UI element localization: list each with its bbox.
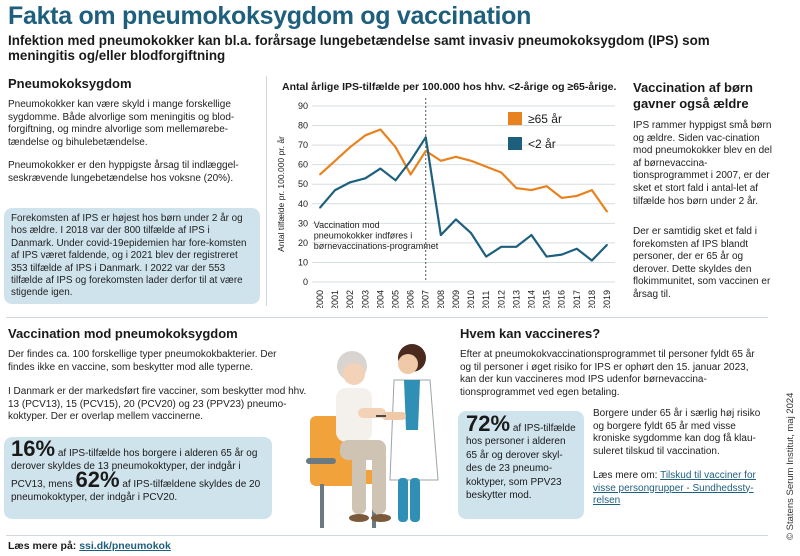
footer-prefix: Læs mere på: <box>8 540 77 552</box>
chart-title: Antal årlige IPS-tilfælde per 100.000 hos hhv. <2-årige og ≥65-årige. <box>282 81 617 93</box>
left-para-1: Pneumokokker kan være skyld i mange forskellige sygdomme. Både alvorlige som meningitis og blod-forgiftning, og mindre alvorlige som mellemørebe-tændelse og bihulebetændelse. <box>8 99 235 148</box>
series-point-1 <box>515 246 517 248</box>
series-point-1 <box>395 179 397 181</box>
series-point-0 <box>515 187 517 189</box>
y-tick-label: 30 <box>297 218 308 229</box>
series-point-0 <box>606 211 608 213</box>
y-tick-label: 20 <box>297 237 308 248</box>
page-title: Fakta om pneumokoksygdom og vaccination <box>8 2 532 30</box>
series-point-1 <box>319 207 321 209</box>
series-point-1 <box>425 136 427 138</box>
legend-swatch-0 <box>508 112 522 125</box>
y-tick-label: 80 <box>297 120 308 131</box>
series-line-0 <box>320 129 607 211</box>
series-point-1 <box>380 168 382 170</box>
vaccination-illustration <box>292 330 452 530</box>
x-tick-label: 2018 <box>586 289 597 308</box>
right-para-1: IPS rammer hyppigst små børn og ældre. Siden vac-cination mod pneumokokker blev en del af børnevaccina-tionsprogrammet i 2007, er der sket et stort fald i antal-let af tilfælde hos børn under 2 år. <box>633 120 772 207</box>
x-tick-label: 2001 <box>330 289 341 308</box>
y-tick-label: 90 <box>297 101 308 111</box>
y-axis-ticks <box>298 101 308 287</box>
footer-read-more <box>8 540 171 552</box>
tilskud-link[interactable]: Tilskud til vacciner for visse persongrupper - Sundhedssty-relsen <box>593 470 756 507</box>
series-point-1 <box>410 160 412 162</box>
series-point-1 <box>561 254 563 256</box>
series-point-1 <box>546 256 548 258</box>
series-point-0 <box>561 197 563 199</box>
copyright-credit: © Statens Serum Institut, maj 2024 <box>785 392 796 540</box>
x-tick-label: 2017 <box>571 289 582 308</box>
series-point-1 <box>364 177 366 179</box>
stat-16-text: af IPS-tilfælde hos borgere i alderen 65 år og derover skyldes de 13 pneumokoktyper, der indgår i PCV13, mens <box>11 448 258 490</box>
read-more-tilskud <box>593 470 771 508</box>
stat-72-percent: 72% <box>466 411 511 436</box>
nurse-vaccinating-patient-icon <box>292 330 452 530</box>
x-tick-label: 2004 <box>375 289 386 308</box>
series-point-1 <box>334 189 336 191</box>
divider-footer <box>6 535 768 536</box>
y-tick-label: 0 <box>302 277 308 287</box>
series-point-0 <box>334 160 336 162</box>
stat-72-text: af IPS-tilfælde hos personer i alderen 65 år og derover skyl-des de 23 pneumo-koktyper, som PPV23 beskytter mod. <box>466 423 576 502</box>
series-point-0 <box>319 174 321 176</box>
pcv-stats-box <box>4 437 272 519</box>
x-tick-label: 2013 <box>511 289 522 308</box>
x-tick-label: 2019 <box>602 289 612 308</box>
series-point-0 <box>546 185 548 187</box>
section-heading-vaccination-boern: Vaccination af børn gavner også ældre <box>633 80 753 111</box>
x-tick-label: 2003 <box>360 289 371 308</box>
series-point-1 <box>440 234 442 236</box>
y-tick-label: 10 <box>297 257 308 268</box>
series-point-1 <box>531 234 533 236</box>
x-tick-label: 2016 <box>556 289 567 308</box>
x-tick-label: 2014 <box>526 289 537 308</box>
bottom-left-para-1: Der findes ca. 100 forskellige typer pneumokokbakterier. Der findes ikke en vaccine, som beskytter mod alle typerne. <box>8 349 277 373</box>
stat-62-text: af IPS-tilfældene skyldes de 20 pneumokoktyper, der indgår i PCV20. <box>11 479 261 503</box>
series-point-1 <box>576 248 578 250</box>
series-point-0 <box>440 160 442 162</box>
series-point-0 <box>395 146 397 148</box>
series-point-1 <box>455 219 457 221</box>
series-point-0 <box>485 166 487 168</box>
series-point-0 <box>380 129 382 131</box>
annotation-line: pneumokokker indføres i <box>313 230 413 241</box>
vaccination-annotation <box>314 220 439 251</box>
legend-swatch-1 <box>508 137 522 150</box>
x-tick-label: 2006 <box>405 289 416 308</box>
series-point-0 <box>591 189 593 191</box>
divider-horizontal <box>6 317 768 318</box>
annotation-line: børnevaccinations-programmet <box>313 241 439 251</box>
ppv23-stats-box <box>458 411 584 519</box>
series-point-1 <box>606 244 608 246</box>
legend-label-1: <2 år <box>528 137 556 151</box>
series-point-0 <box>470 160 472 162</box>
series-point-1 <box>349 181 351 183</box>
x-tick-label: 2008 <box>435 289 446 308</box>
x-tick-label: 2011 <box>481 290 492 308</box>
series-point-1 <box>470 232 472 234</box>
ssi-link[interactable]: ssi.dk/pneumokok <box>79 540 171 552</box>
x-tick-label: 2012 <box>496 289 507 308</box>
legend-label-0: ≥65 år <box>528 112 562 126</box>
bottom-right-para-2: Borgere under 65 år i særlig høj risiko og borgere fyldt 65 år med visse kroniske sygdomme kan dog få klau-suleret tilskud til vaccination. <box>593 408 761 457</box>
read-more-prefix: Læs mere om: <box>593 470 658 481</box>
x-tick-label: 2005 <box>390 289 401 308</box>
annotation-line: Vaccination mod <box>313 220 380 230</box>
series-point-0 <box>364 134 366 136</box>
series-point-0 <box>500 172 502 174</box>
bottom-left-para-2: I Danmark er der markedsført fire vacciner, som beskytter mod hhv. 13 (PCV13), 15 (PCV15), 20 (PCV20) og 23 (PPV23) pneumo-koktyper. Der er overlap mellem vaccinerne. <box>8 386 307 423</box>
x-tick-label: 2000 <box>315 289 325 308</box>
x-axis-ticks <box>315 290 612 308</box>
chart-legend <box>508 112 562 151</box>
series-point-0 <box>455 156 457 158</box>
section-heading-hvem-kan: Hvem kan vaccineres? <box>460 326 601 341</box>
series-point-0 <box>410 174 412 176</box>
chart-grid <box>312 106 615 282</box>
series-point-1 <box>485 256 487 258</box>
y-tick-label: 70 <box>297 140 308 151</box>
left-para-2: Pneumokokker er den hyppigste årsag til indlæggel-seskrævende lungebetændelse hos voksne (20%). <box>8 160 239 184</box>
series-point-1 <box>500 246 502 248</box>
section-heading-vaccination-mod: Vaccination mod pneumokoksygdom <box>8 326 238 341</box>
series-point-0 <box>349 146 351 148</box>
x-tick-label: 2007 <box>420 289 431 308</box>
x-tick-label: 2009 <box>450 289 461 308</box>
ips-line-chart <box>270 76 622 308</box>
series-point-0 <box>576 195 578 197</box>
ips-chart <box>270 76 622 308</box>
series-point-0 <box>425 150 427 152</box>
right-para-2: Der er samtidig sket et fald i forekomsten af IPS blandt personer, der er 65 år og derover. Dette skyldes den flokimmunitet, som vaccinen er årsag til. <box>633 226 771 300</box>
stat-62-percent: 62% <box>75 467 120 492</box>
section-heading-pneumokoksygdom: Pneumokoksygdom <box>8 76 132 91</box>
y-tick-label: 40 <box>297 198 308 209</box>
series-point-0 <box>531 189 533 191</box>
series-point-1 <box>591 260 593 262</box>
x-tick-label: 2002 <box>345 289 356 308</box>
y-tick-label: 60 <box>297 159 308 170</box>
divider-vertical-top <box>266 76 267 306</box>
stat-16-percent: 16% <box>11 436 56 461</box>
ips-info-box: Forekomsten af IPS er højest hos børn under 2 år og hos ældre. I 2018 var der 800 tilfælde af IPS i Danmark. Under covid-19epidemien har fore-komsten af IPS været faldende, og i 2021 blev der registreret 353 tilfælde af IPS i Danmark. I 2022 var der 553 tilfælde af IPS og forekomsten lader derfor til at være stigende igen. <box>4 208 260 304</box>
y-axis-label: Antal tilfælde pr. 100.000 pr. år <box>276 136 286 252</box>
x-tick-label: 2015 <box>541 289 552 308</box>
bottom-right-para-1: Efter at pneumokokvaccinationsprogrammet til personer fyldt 65 år og til personer i øget risiko for IPS er ophørt den 15. januar 2023, kan der kun vaccineres mod IPS udenfor børnevaccina-tionsprogrammet ved egen betaling. <box>460 349 755 398</box>
y-tick-label: 50 <box>297 179 308 190</box>
x-tick-label: 2010 <box>466 289 477 308</box>
page-subtitle: Infektion med pneumokokker kan bl.a. forårsage lungebetændelse samt invasiv pneumokoksygdom (IPS) som meningitis og/eller blodforgiftning <box>8 33 710 63</box>
